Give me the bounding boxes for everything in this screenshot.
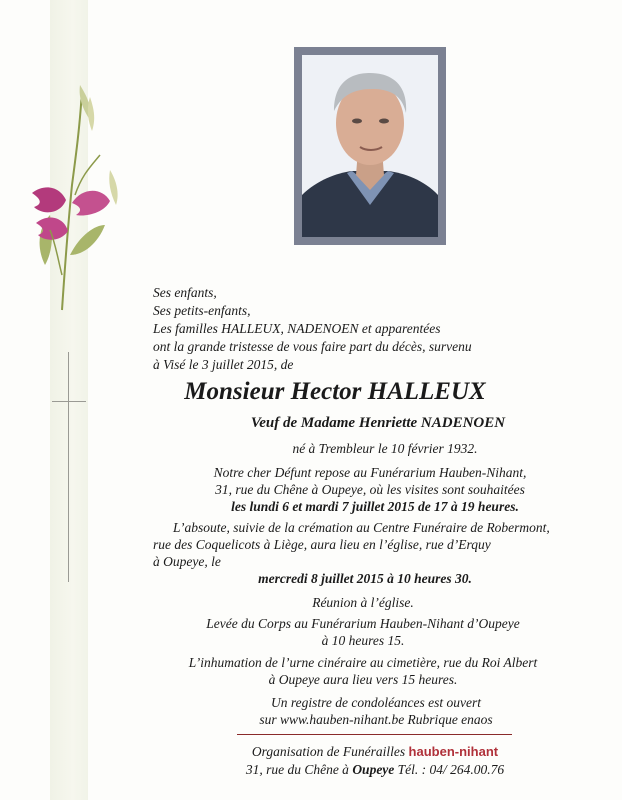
portrait-photo bbox=[302, 55, 438, 237]
urn-line-1: L’inhumation de l’urne cinéraire au cimetière, rue du Roi Albert bbox=[188, 655, 538, 670]
footer-divider bbox=[237, 734, 512, 735]
ceremony-meeting: Réunion à l’église. bbox=[312, 595, 414, 610]
cross-vertical-icon bbox=[68, 352, 69, 582]
footer-address bbox=[246, 763, 504, 777]
brand-logo-text: hauben-nihant bbox=[408, 744, 499, 759]
footer-organisation bbox=[252, 745, 498, 759]
levee-line-1: Levée du Corps au Funérarium Hauben-Nihant d’Oupeye bbox=[206, 616, 520, 631]
footer-town: Oupeye bbox=[352, 762, 395, 777]
footer-address-prefix: 31, rue du Chêne à bbox=[245, 762, 349, 777]
deceased-name: Monsieur Hector HALLEUX bbox=[184, 378, 486, 405]
condolences-line-2: sur www.hauben-nihant.be Rubrique enaos bbox=[259, 712, 493, 727]
intro-line-4: ont la grande tristesse de vous faire part du décès, survenu bbox=[153, 339, 472, 354]
ceremony-line-2: rue des Coquelicots à Liège, aura lieu en l’église, rue d’Erquy bbox=[153, 537, 491, 552]
levee-line-2: à 10 heures 15. bbox=[321, 633, 405, 648]
intro-line-5: à Visé le 3 juillet 2015, de bbox=[153, 357, 294, 372]
intro-line-2: Ses petits-enfants, bbox=[153, 303, 251, 318]
calla-lily-icon bbox=[20, 75, 140, 325]
visitation-hours: les lundi 6 et mardi 7 juillet 2015 de 17 à 19 heures. bbox=[231, 499, 519, 514]
intro-line-1: Ses enfants, bbox=[153, 285, 217, 300]
cross-horizontal-icon bbox=[52, 401, 86, 402]
ceremony-date: mercredi 8 juillet 2015 à 10 heures 30. bbox=[258, 571, 472, 586]
deceased-birth: né à Trembleur le 10 février 1932. bbox=[292, 441, 478, 456]
urn-line-2: à Oupeye aura lieu vers 15 heures. bbox=[268, 672, 458, 687]
visitation-line-1: Notre cher Défunt repose au Funérarium Hauben-Nihant, bbox=[213, 465, 527, 480]
ceremony-line-3: à Oupeye, le bbox=[153, 554, 221, 569]
intro-line-3: Les familles HALLEUX, NADENOEN et apparentées bbox=[153, 321, 441, 336]
visitation-line-2: 31, rue du Chêne à Oupeye, où les visites sont souhaitées bbox=[215, 482, 525, 497]
condolences-line-1: Un registre de condoléances est ouvert bbox=[270, 695, 482, 710]
ceremony-line-1: L’absoute, suivie de la crémation au Centre Funéraire de Robermont, bbox=[173, 520, 550, 535]
deceased-spouse: Veuf de Madame Henriette NADENOEN bbox=[250, 415, 506, 431]
portrait-photo-frame bbox=[294, 47, 446, 245]
footer-org-prefix: Organisation de Funérailles bbox=[251, 744, 406, 759]
footer-phone: Tél. : 04/ 264.00.76 bbox=[397, 762, 505, 777]
